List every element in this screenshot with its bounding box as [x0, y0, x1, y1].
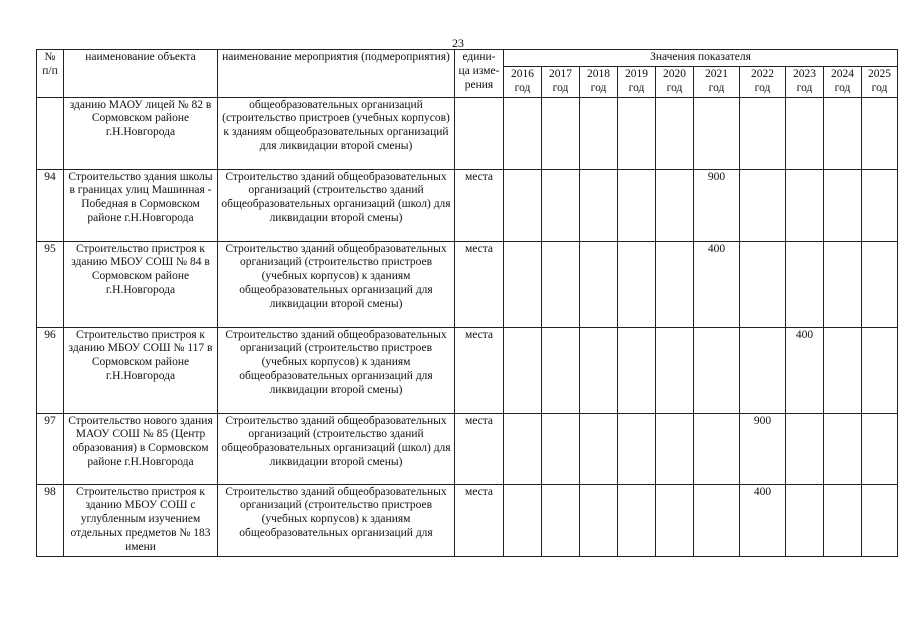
table-row — [37, 413, 898, 484]
value-cell — [656, 169, 694, 241]
value-cell — [580, 484, 618, 556]
unit-cell — [455, 97, 504, 169]
header-year: 2023 год — [786, 67, 824, 98]
value-cell — [504, 169, 542, 241]
object-name: Строительство здания школы в границах улиц Машинная - Победная в Сормовском районе г.Н.Новгорода — [64, 169, 218, 241]
value-cell — [618, 413, 656, 484]
value-cell — [580, 241, 618, 327]
value-cell — [504, 327, 542, 413]
value-cell — [824, 484, 862, 556]
value-cell — [862, 241, 898, 327]
value-cell — [786, 413, 824, 484]
header-year: 2017 год — [542, 67, 580, 98]
value-cell — [694, 97, 740, 169]
value-cell — [862, 484, 898, 556]
row-number: 96 — [37, 327, 64, 413]
activity-name: Строительство зданий общеобразовательных организаций (строительство пристроев (учебных корпусов) к зданиям общеобразовательных организаций для — [218, 484, 455, 556]
row-number: 95 — [37, 241, 64, 327]
indicators-table — [36, 49, 898, 557]
value-cell — [862, 169, 898, 241]
header-year: 2021 год — [694, 67, 740, 98]
value-cell — [656, 327, 694, 413]
value-cell — [580, 413, 618, 484]
value-cell — [580, 169, 618, 241]
table-row — [37, 241, 898, 327]
activity-name: Строительство зданий общеобразовательных организаций (строительство пристроев (учебных корпусов) к зданиям общеобразовательных организаций для ликвидации второй смены) — [218, 241, 455, 327]
header-year: 2024 год — [824, 67, 862, 98]
value-cell — [786, 241, 824, 327]
table-row — [37, 484, 898, 556]
value-cell — [504, 97, 542, 169]
table-row — [37, 169, 898, 241]
value-cell — [656, 484, 694, 556]
value-cell — [740, 169, 786, 241]
value-cell — [542, 327, 580, 413]
value-cell — [824, 169, 862, 241]
value-cell — [542, 97, 580, 169]
value-cell — [542, 169, 580, 241]
value-cell — [824, 97, 862, 169]
row-number: 98 — [37, 484, 64, 556]
activity-name: Строительство зданий общеобразовательных организаций (строительство зданий общеобразовательных организаций (школ) для ликвидации второй смены) — [218, 413, 455, 484]
unit-cell: места — [455, 327, 504, 413]
value-cell — [824, 241, 862, 327]
unit-cell: места — [455, 484, 504, 556]
header-num: № п/п — [37, 50, 64, 98]
value-cell — [618, 327, 656, 413]
activity-name: Строительство зданий общеобразовательных организаций (строительство пристроев (учебных корпусов) к зданиям общеобразовательных организаций для ликвидации второй смены) — [218, 327, 455, 413]
value-cell: 400 — [694, 241, 740, 327]
value-cell — [786, 97, 824, 169]
value-cell — [542, 241, 580, 327]
value-cell: 900 — [740, 413, 786, 484]
value-cell — [542, 484, 580, 556]
value-cell — [740, 241, 786, 327]
header-year: 2022 год — [740, 67, 786, 98]
value-cell — [618, 484, 656, 556]
value-cell — [618, 169, 656, 241]
value-cell — [504, 241, 542, 327]
value-cell — [656, 413, 694, 484]
header-activity: наименование мероприятия (подмероприятия) — [218, 50, 455, 98]
value-cell — [504, 484, 542, 556]
value-cell — [862, 413, 898, 484]
table-row — [37, 97, 898, 169]
value-cell — [694, 413, 740, 484]
value-cell — [740, 327, 786, 413]
row-number: 94 — [37, 169, 64, 241]
object-name: Строительство нового здания МАОУ СОШ № 85 (Центр образования) в Сормовском районе г.Н.Новгорода — [64, 413, 218, 484]
object-name: Строительство пристроя к зданию МБОУ СОШ с углубленным изучением отдельных предметов № 183 имени — [64, 484, 218, 556]
value-cell — [656, 97, 694, 169]
value-cell — [740, 97, 786, 169]
value-cell — [862, 97, 898, 169]
header-year: 2019 год — [618, 67, 656, 98]
value-cell: 400 — [740, 484, 786, 556]
row-number — [37, 97, 64, 169]
value-cell — [504, 413, 542, 484]
value-cell — [694, 484, 740, 556]
object-name: Строительство пристроя к зданию МБОУ СОШ № 117 в Сормовском районе г.Н.Новгорода — [64, 327, 218, 413]
value-cell — [580, 327, 618, 413]
header-year: 2025 год — [862, 67, 898, 98]
header-values: Значения показателя — [504, 50, 898, 67]
value-cell: 400 — [786, 327, 824, 413]
value-cell — [824, 413, 862, 484]
value-cell — [618, 241, 656, 327]
header-year: 2018 год — [580, 67, 618, 98]
header-year: 2020 год — [656, 67, 694, 98]
value-cell — [824, 327, 862, 413]
unit-cell: места — [455, 169, 504, 241]
value-cell — [786, 169, 824, 241]
value-cell — [542, 413, 580, 484]
header-object: наименование объекта — [64, 50, 218, 98]
unit-cell: места — [455, 241, 504, 327]
header-row-1 — [37, 50, 898, 67]
value-cell: 900 — [694, 169, 740, 241]
activity-name: Строительство зданий общеобразовательных организаций (строительство зданий общеобразовательных организаций (школ) для ликвидации второй смены) — [218, 169, 455, 241]
value-cell — [618, 97, 656, 169]
page-number: 23 — [452, 36, 464, 50]
value-cell — [862, 327, 898, 413]
activity-name: общеобразовательных организаций (строительство пристроев (учебных корпусов) к зданиям общеобразовательных организаций для ликвидации второй смены) — [218, 97, 455, 169]
header-unit: едини- ца изме- рения — [455, 50, 504, 98]
object-name: зданию МАОУ лицей № 82 в Сормовском районе г.Н.Новгорода — [64, 97, 218, 169]
object-name: Строительство пристроя к зданию МБОУ СОШ № 84 в Сормовском районе г.Н.Новгорода — [64, 241, 218, 327]
value-cell — [656, 241, 694, 327]
header-year: 2016 год — [504, 67, 542, 98]
value-cell — [580, 97, 618, 169]
unit-cell: места — [455, 413, 504, 484]
value-cell — [694, 327, 740, 413]
value-cell — [786, 484, 824, 556]
table-row — [37, 327, 898, 413]
row-number: 97 — [37, 413, 64, 484]
